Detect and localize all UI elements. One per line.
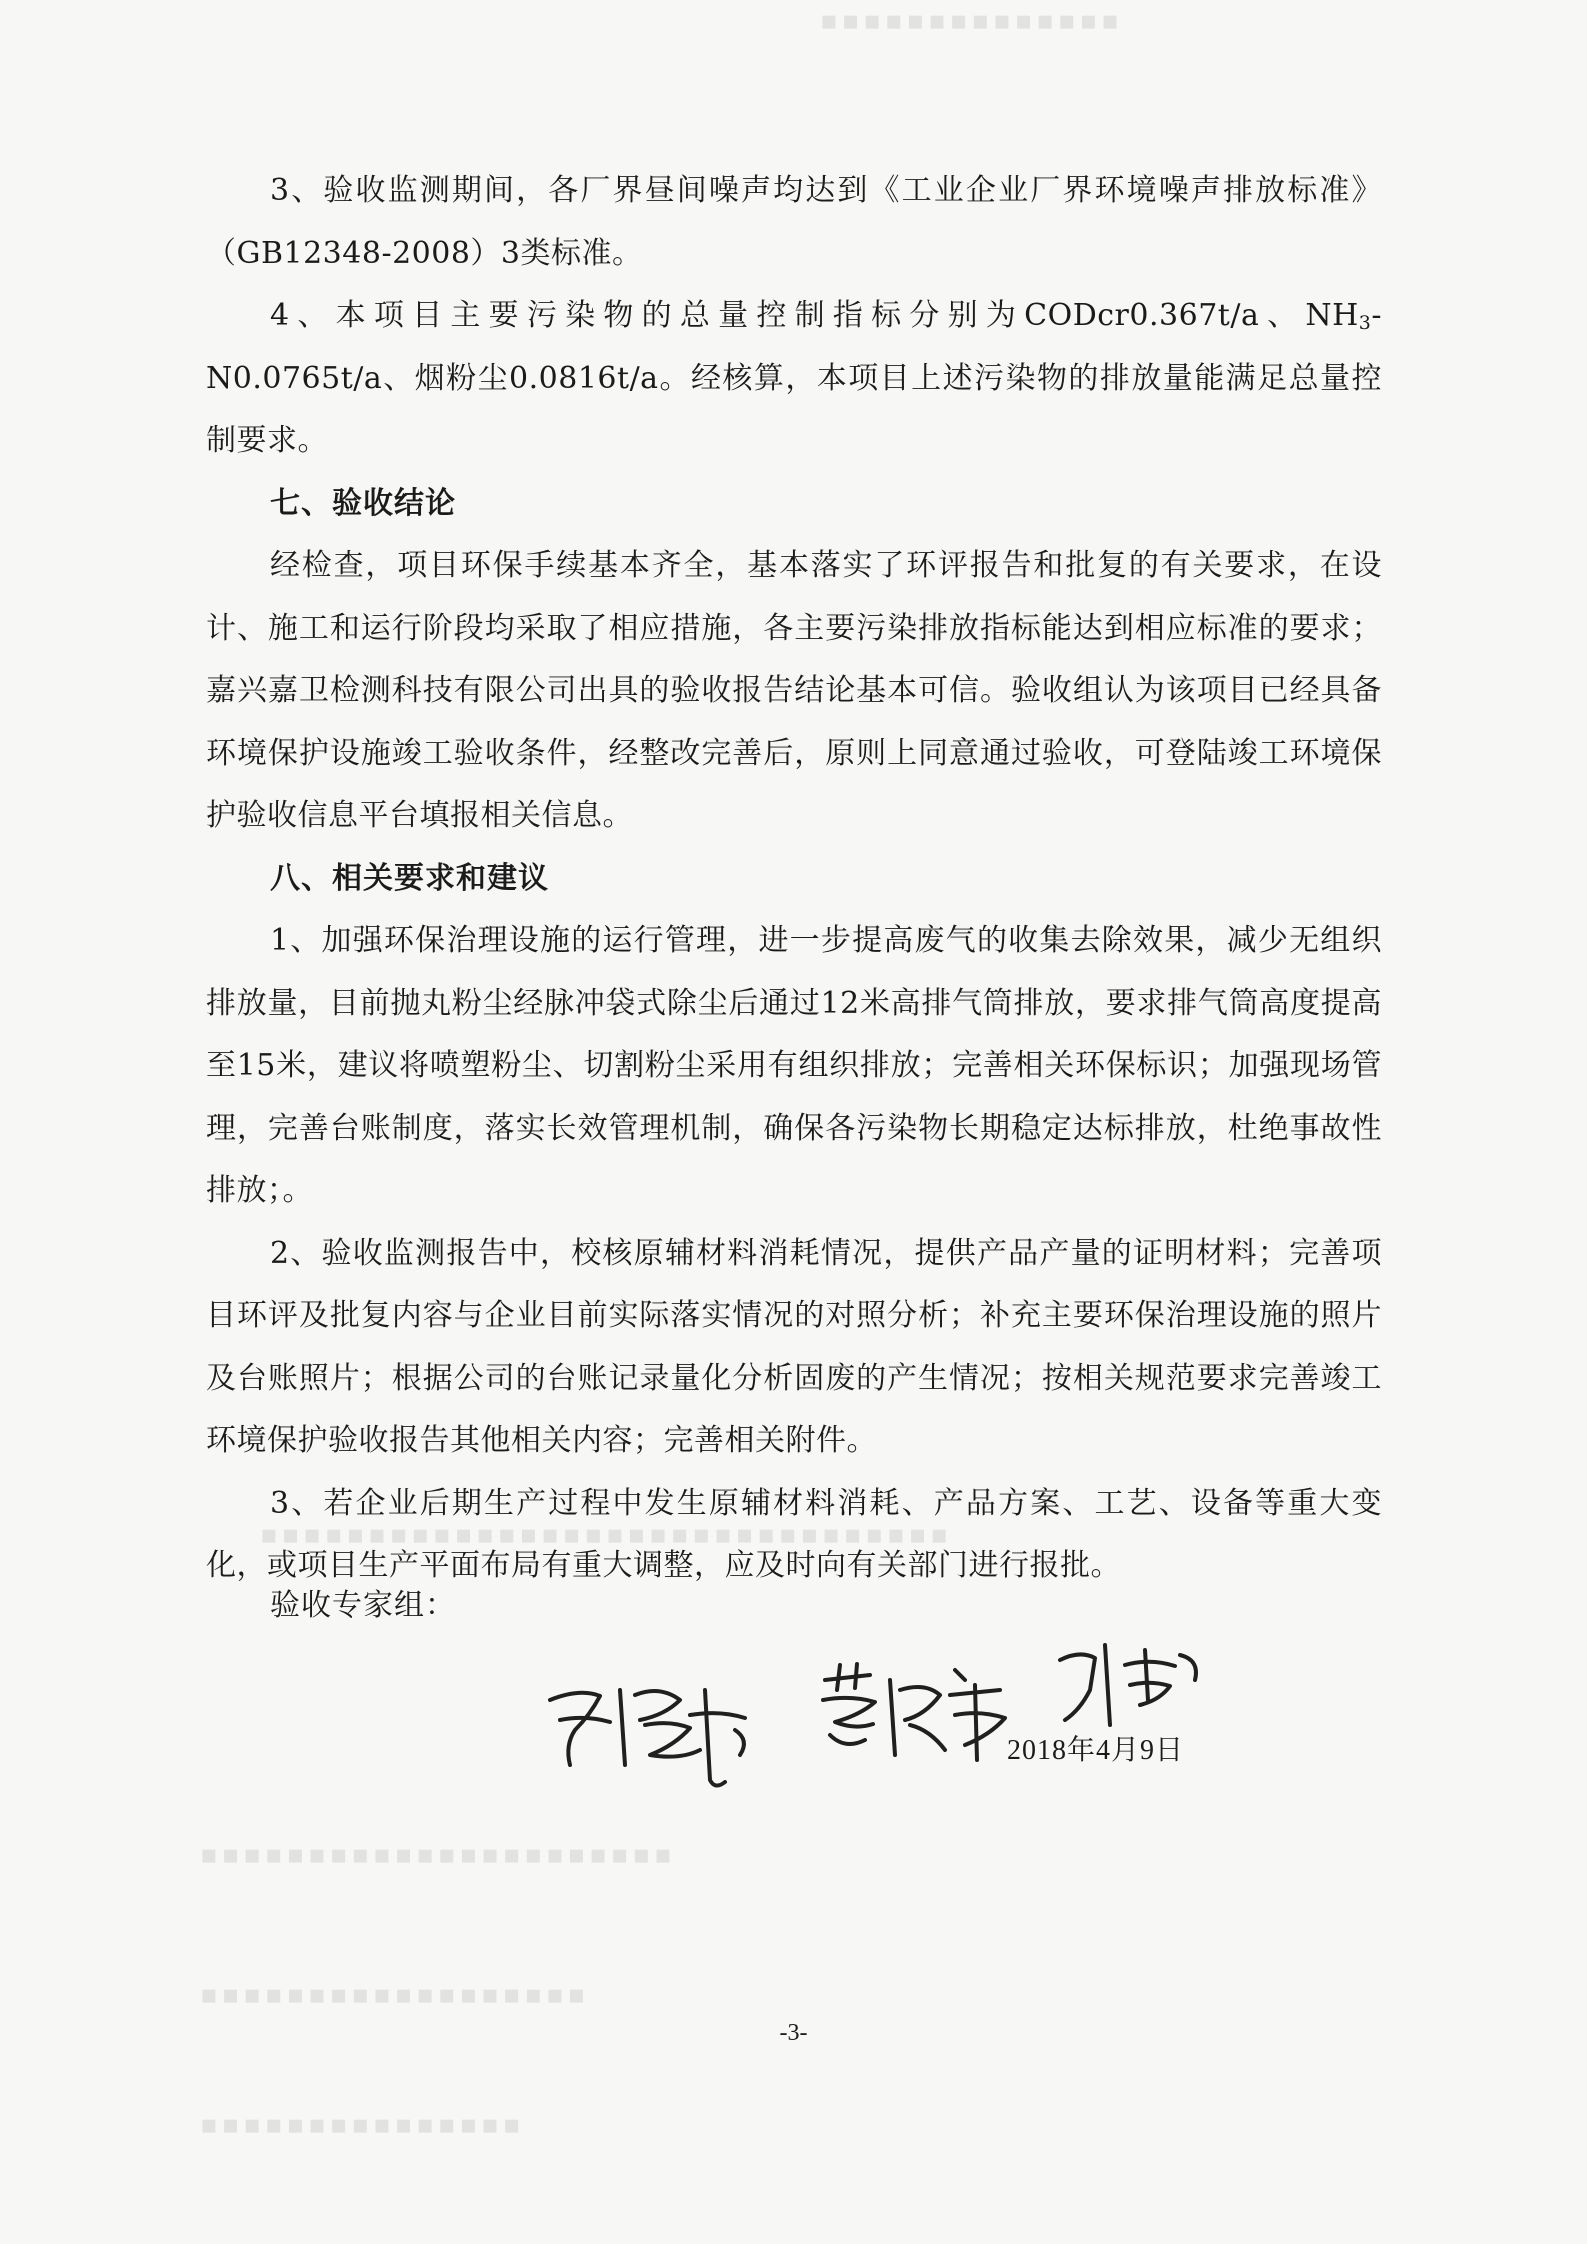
bleed-through-text: ▪▪▪▪▪▪▪▪▪▪▪▪▪▪ bbox=[820, 6, 1123, 36]
page-number: -3- bbox=[779, 2020, 808, 2046]
requirement-item-1: 1、加强环保治理设施的运行管理，进一步提高废气的收集去除效果，减少无组织排放量，目前抛丸粉尘经脉冲袋式除尘后通过12米高排气筒排放，要求排气筒高度提高至15米，建议将喷塑粉尘、切割粉尘采用有组织排放；完善相关环保标识；加强现场管理，完善台账制度，落实长效管理机制，确保各污染物长期稳定达标排放，杜绝事故性排放；。 bbox=[206, 923, 1382, 1208]
signature-3 bbox=[1050, 1630, 1230, 1740]
section-heading-requirements: 八、相关要求和建议 bbox=[270, 860, 549, 896]
para4-subscript: 3 bbox=[1358, 312, 1372, 334]
paragraph-conclusion: 经检查，项目环保手续基本齐全，基本落实了环评报告和批复的有关要求，在设计、施工和运行阶段均采取了相应措施，各主要污染排放指标能达到相应标准的要求；嘉兴嘉卫检测科技有限公司出具的验收报告结论基本可信。验收组认为该项目已经具备环境保护设施竣工验收条件，经整改完善后，原则上同意通过验收，可登陆竣工环境保护验收信息平台填报相关信息。 bbox=[206, 548, 1382, 833]
para4-text-b: -N0.0765t/a、烟粉尘0.0816t/a。经核算，本项目上述污染物的排放量能满足总量控制要求。 bbox=[206, 298, 1382, 458]
requirement-item-2: 2、验收监测报告中，校核原辅材料消耗情况，提供产品产量的证明材料；完善项目环评及批复内容与企业目前实际落实情况的对照分析；补充主要环保治理设施的照片及台账照片；根据公司的台账记录量化分析固废的产生情况；按相关规范要求完善竣工环境保护验收报告其他相关内容；完善相关附件。 bbox=[206, 1235, 1382, 1458]
bleed-through-text: ▪▪▪▪▪▪▪▪▪▪▪▪▪▪▪ bbox=[200, 2110, 525, 2140]
paragraph-noise-result: 3、验收监测期间，各厂界昼间噪声均达到《工业企业厂界环境噪声排放标准》（GB12348-2008）3类标准。 bbox=[206, 173, 1382, 271]
experts-label: 验收专家组： bbox=[270, 1588, 456, 1623]
bleed-through-text: ▪▪▪▪▪▪▪▪▪▪▪▪▪▪▪▪▪▪▪▪▪▪ bbox=[200, 1840, 676, 1870]
section-heading-conclusion: 七、验收结论 bbox=[270, 485, 456, 521]
bleed-through-text: ▪▪▪▪▪▪▪▪▪▪▪▪▪▪▪▪▪▪▪▪▪▪▪▪▪▪▪▪▪▪▪▪ bbox=[260, 1520, 952, 1550]
bleed-through-text: ▪▪▪▪▪▪▪▪▪▪▪▪▪▪▪▪▪▪ bbox=[200, 1980, 590, 2010]
signing-date: 2018年4月9日 bbox=[1007, 1735, 1185, 1766]
para4-text-a: 4、本项目主要污染物的总量控制指标分别为CODcr0.367t/a、NH bbox=[270, 298, 1359, 333]
signature-1 bbox=[540, 1670, 770, 1800]
document-body bbox=[206, 160, 1382, 1598]
requirement-item-3: 3、若企业后期生产过程中发生原辅材料消耗、产品方案、工艺、设备等重大变化，或项目生产平面布局有重大调整，应及时向有关部门进行报批。 bbox=[206, 1485, 1382, 1583]
signature-2 bbox=[815, 1660, 1015, 1770]
paragraph-total-control bbox=[206, 285, 1382, 473]
